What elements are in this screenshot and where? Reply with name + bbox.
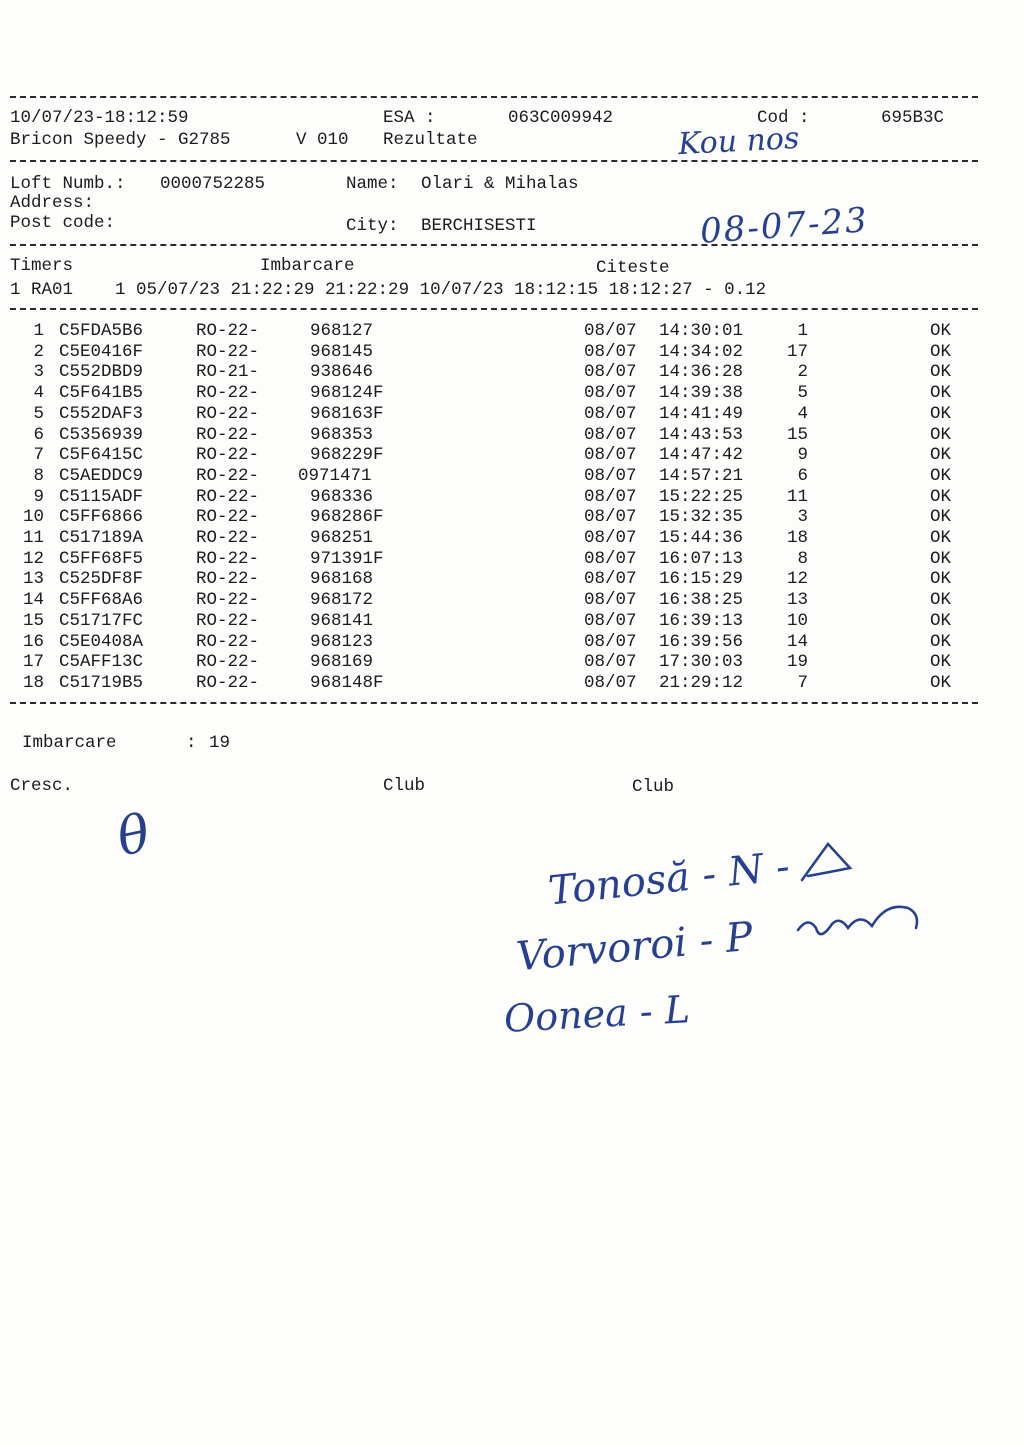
cell-pos: 8 bbox=[797, 548, 808, 569]
handwritten-race-date: 08-07-23 bbox=[698, 200, 870, 252]
cell-status: OK bbox=[930, 548, 952, 569]
cell-time: 15:32:35 bbox=[659, 507, 744, 528]
cell-chip: C5FF68A6 bbox=[59, 590, 144, 611]
cell-time: 14:43:53 bbox=[659, 424, 744, 445]
cell-ring: 0971471 bbox=[298, 465, 372, 486]
cell-time: 14:30:01 bbox=[659, 321, 744, 341]
footer-imbarcare-value: 19 bbox=[209, 733, 231, 753]
signature-scribbles bbox=[790, 832, 930, 972]
cell-country: RO-22- bbox=[196, 445, 260, 466]
cell-country: RO-22- bbox=[196, 548, 260, 569]
cell-status: OK bbox=[930, 672, 952, 693]
cell-country: RO-22- bbox=[196, 403, 260, 424]
cell-time: 21:29:12 bbox=[659, 672, 744, 693]
separator-timers bbox=[10, 308, 978, 310]
cell-country: RO-22- bbox=[196, 569, 260, 590]
cell-no: 12 bbox=[22, 548, 44, 569]
cell-ring: 968123 bbox=[310, 631, 374, 652]
cell-time: 16:15:29 bbox=[659, 569, 744, 590]
cell-time: 16:38:25 bbox=[659, 590, 744, 611]
cell-chip: C552DAF3 bbox=[59, 403, 144, 424]
cell-time: 14:47:42 bbox=[659, 445, 744, 466]
esa-label: ESA : bbox=[383, 108, 436, 128]
cell-chip: C5FF6866 bbox=[59, 507, 144, 528]
cell-ring: 968148F bbox=[310, 672, 384, 693]
cell-date: 08/07 bbox=[584, 672, 637, 693]
cell-date: 08/07 bbox=[584, 548, 637, 569]
cell-ring: 968127 bbox=[310, 321, 374, 341]
cell-time: 15:22:25 bbox=[659, 486, 744, 507]
cell-time: 14:36:28 bbox=[659, 362, 744, 383]
cell-pos: 3 bbox=[797, 507, 808, 528]
cell-status: OK bbox=[930, 528, 952, 548]
cell-status: OK bbox=[930, 652, 952, 673]
cell-date: 08/07 bbox=[584, 465, 637, 486]
cell-ring: 968168 bbox=[310, 569, 374, 590]
cell-time: 14:57:21 bbox=[659, 465, 744, 486]
cell-pos: 7 bbox=[797, 672, 808, 693]
cell-country: RO-22- bbox=[196, 486, 260, 507]
cell-pos: 11 bbox=[786, 486, 808, 507]
esa-value: 063C009942 bbox=[508, 108, 614, 128]
cell-date: 08/07 bbox=[584, 341, 637, 362]
cell-pos: 13 bbox=[786, 590, 808, 611]
cell-country: RO-22- bbox=[196, 341, 260, 362]
cell-no: 2 bbox=[33, 341, 44, 362]
cell-ring: 968336 bbox=[310, 486, 374, 507]
cell-chip: C5E0408A bbox=[59, 631, 144, 652]
cell-pos: 5 bbox=[797, 383, 808, 404]
handwritten-signature-line-2: Vorvoroi - P bbox=[514, 913, 755, 981]
report-type: Rezultate bbox=[383, 130, 478, 150]
cell-no: 9 bbox=[33, 486, 44, 507]
cell-status: OK bbox=[930, 486, 952, 507]
cell-time: 14:41:49 bbox=[659, 403, 744, 424]
report-datetime: 10/07/23-18:12:59 bbox=[10, 108, 189, 128]
cell-chip: C5E0416F bbox=[59, 341, 144, 362]
cell-pos: 17 bbox=[786, 341, 808, 362]
cell-date: 08/07 bbox=[584, 403, 637, 424]
cell-time: 14:34:02 bbox=[659, 341, 744, 362]
cell-date: 08/07 bbox=[584, 652, 637, 673]
cod-label: Cod : bbox=[757, 108, 810, 128]
cell-no: 4 bbox=[33, 383, 44, 404]
cell-no: 17 bbox=[22, 652, 44, 673]
cell-chip: C51717FC bbox=[59, 610, 144, 631]
address-label: Address: bbox=[10, 193, 95, 213]
cell-ring: 968141 bbox=[310, 610, 374, 631]
cell-pos: 6 bbox=[797, 465, 808, 486]
cell-pos: 19 bbox=[786, 652, 808, 673]
cell-date: 08/07 bbox=[584, 383, 637, 404]
cell-country: RO-22- bbox=[196, 610, 260, 631]
cell-ring: 938646 bbox=[310, 362, 374, 383]
cell-pos: 15 bbox=[786, 424, 808, 445]
cell-date: 08/07 bbox=[584, 486, 637, 507]
cell-chip: C552DBD9 bbox=[59, 362, 144, 383]
handwritten-race-name: Kou nos bbox=[677, 120, 801, 163]
cell-no: 14 bbox=[22, 590, 44, 611]
cell-country: RO-22- bbox=[196, 507, 260, 528]
cell-status: OK bbox=[930, 383, 952, 404]
cell-status: OK bbox=[930, 465, 952, 486]
cell-date: 08/07 bbox=[584, 631, 637, 652]
cell-chip: C51719B5 bbox=[59, 672, 144, 693]
cell-no: 8 bbox=[33, 465, 44, 486]
cell-date: 08/07 bbox=[584, 445, 637, 466]
cell-ring: 968145 bbox=[310, 341, 374, 362]
cell-pos: 9 bbox=[797, 445, 808, 466]
cell-time: 16:39:13 bbox=[659, 610, 744, 631]
cell-ring: 968353 bbox=[310, 424, 374, 445]
loft-value: 0000752285 bbox=[160, 174, 266, 194]
cell-pos: 1 bbox=[797, 321, 808, 341]
name-value: Olari & Mihalas bbox=[421, 174, 579, 194]
cell-ring: 968251 bbox=[310, 528, 374, 548]
separator-fancier bbox=[10, 244, 978, 246]
cell-country: RO-22- bbox=[196, 383, 260, 404]
cell-status: OK bbox=[930, 424, 952, 445]
cell-pos: 4 bbox=[797, 403, 808, 424]
cell-no: 15 bbox=[22, 610, 44, 631]
cell-status: OK bbox=[930, 341, 952, 362]
timers-imbarcare-label: Imbarcare bbox=[260, 256, 355, 276]
cell-date: 08/07 bbox=[584, 569, 637, 590]
cell-country: RO-22- bbox=[196, 590, 260, 611]
cell-pos: 18 bbox=[786, 528, 808, 548]
signature-stroke-2 bbox=[798, 907, 917, 934]
cell-status: OK bbox=[930, 631, 952, 652]
cell-no: 16 bbox=[22, 631, 44, 652]
cell-time: 16:07:13 bbox=[659, 548, 744, 569]
cell-chip: C5FDA5B6 bbox=[59, 321, 144, 341]
postcode-label: Post code: bbox=[10, 213, 116, 233]
cell-chip: C5F641B5 bbox=[59, 383, 144, 404]
cell-chip: C5115ADF bbox=[59, 486, 144, 507]
name-label: Name: bbox=[346, 174, 399, 194]
cell-date: 08/07 bbox=[584, 610, 637, 631]
cell-date: 08/07 bbox=[584, 528, 637, 548]
cell-chip: C525DF8F bbox=[59, 569, 144, 590]
timer-entry: 1 RA01 1 05/07/23 21:22:29 21:22:29 10/07/23 18:12:15 18:12:27 - 0.12 bbox=[10, 280, 767, 300]
footer-imbarcare-separator: : bbox=[186, 733, 197, 753]
cod-value: 695B3C bbox=[881, 108, 945, 128]
cell-chip: C5AFF13C bbox=[59, 652, 144, 673]
cell-chip: C5FF68F5 bbox=[59, 548, 144, 569]
cell-status: OK bbox=[930, 445, 952, 466]
cell-no: 6 bbox=[33, 424, 44, 445]
separator-header bbox=[10, 160, 978, 162]
cell-no: 1 bbox=[33, 321, 44, 341]
device-name: Bricon Speedy - G2785 bbox=[10, 130, 231, 150]
cell-chip: C517189A bbox=[59, 528, 144, 548]
footer-imbarcare-label: Imbarcare bbox=[22, 733, 117, 753]
handwritten-signature-line-3: Oonea - L bbox=[502, 987, 691, 1041]
handwritten-signature-line-1: Tonosă - N - bbox=[546, 843, 792, 915]
cell-date: 08/07 bbox=[584, 424, 637, 445]
handwritten-initials-mark: θ bbox=[112, 803, 156, 869]
club-label-1: Club bbox=[383, 776, 426, 796]
cresc-label: Cresc. bbox=[10, 776, 74, 796]
cell-status: OK bbox=[930, 590, 952, 611]
separator-results bbox=[10, 702, 978, 704]
cell-country: RO-22- bbox=[196, 652, 260, 673]
loft-label: Loft Numb.: bbox=[10, 174, 126, 194]
cell-ring: 968172 bbox=[310, 590, 374, 611]
cell-no: 7 bbox=[33, 445, 44, 466]
cell-country: RO-22- bbox=[196, 528, 260, 548]
cell-ring: 968163F bbox=[310, 403, 384, 424]
cell-no: 3 bbox=[33, 362, 44, 383]
cell-status: OK bbox=[930, 403, 952, 424]
device-version: V 010 bbox=[296, 130, 349, 150]
cell-ring: 968169 bbox=[310, 652, 374, 673]
cell-date: 08/07 bbox=[584, 507, 637, 528]
cell-status: OK bbox=[930, 610, 952, 631]
cell-pos: 12 bbox=[786, 569, 808, 590]
cell-status: OK bbox=[930, 507, 952, 528]
cell-chip: C5F6415C bbox=[59, 445, 144, 466]
cell-ring: 971391F bbox=[310, 548, 384, 569]
cell-date: 08/07 bbox=[584, 321, 637, 341]
cell-date: 08/07 bbox=[584, 590, 637, 611]
cell-chip: C5AEDDC9 bbox=[59, 465, 144, 486]
cell-status: OK bbox=[930, 362, 952, 383]
city-label: City: bbox=[346, 216, 399, 236]
cell-country: RO-22- bbox=[196, 672, 260, 693]
cell-time: 14:39:38 bbox=[659, 383, 744, 404]
cell-country: RO-22- bbox=[196, 321, 260, 341]
cell-pos: 14 bbox=[786, 631, 808, 652]
cell-pos: 2 bbox=[797, 362, 808, 383]
cell-chip: C5356939 bbox=[59, 424, 144, 445]
cell-pos: 10 bbox=[786, 610, 808, 631]
cell-time: 15:44:36 bbox=[659, 528, 744, 548]
cell-no: 10 bbox=[22, 507, 44, 528]
cell-date: 08/07 bbox=[584, 362, 637, 383]
cell-no: 13 bbox=[22, 569, 44, 590]
cell-country: RO-21- bbox=[196, 362, 260, 383]
cell-no: 11 bbox=[22, 528, 44, 548]
cell-status: OK bbox=[930, 569, 952, 590]
cell-time: 16:39:56 bbox=[659, 631, 744, 652]
timers-label: Timers bbox=[10, 256, 74, 276]
cell-country: RO-22- bbox=[196, 465, 260, 486]
cell-time: 17:30:03 bbox=[659, 652, 744, 673]
city-value: BERCHISESTI bbox=[421, 216, 537, 236]
timers-citeste-label: Citeste bbox=[596, 258, 670, 278]
cell-status: OK bbox=[930, 321, 952, 341]
cell-country: RO-22- bbox=[196, 631, 260, 652]
cell-country: RO-22- bbox=[196, 424, 260, 445]
cell-ring: 968286F bbox=[310, 507, 384, 528]
cell-no: 5 bbox=[33, 403, 44, 424]
cell-ring: 968124F bbox=[310, 383, 384, 404]
cell-ring: 968229F bbox=[310, 445, 384, 466]
signature-stroke-1 bbox=[802, 844, 850, 880]
cell-no: 18 bbox=[22, 672, 44, 693]
separator-top bbox=[10, 96, 978, 98]
club-label-2: Club bbox=[632, 777, 675, 797]
